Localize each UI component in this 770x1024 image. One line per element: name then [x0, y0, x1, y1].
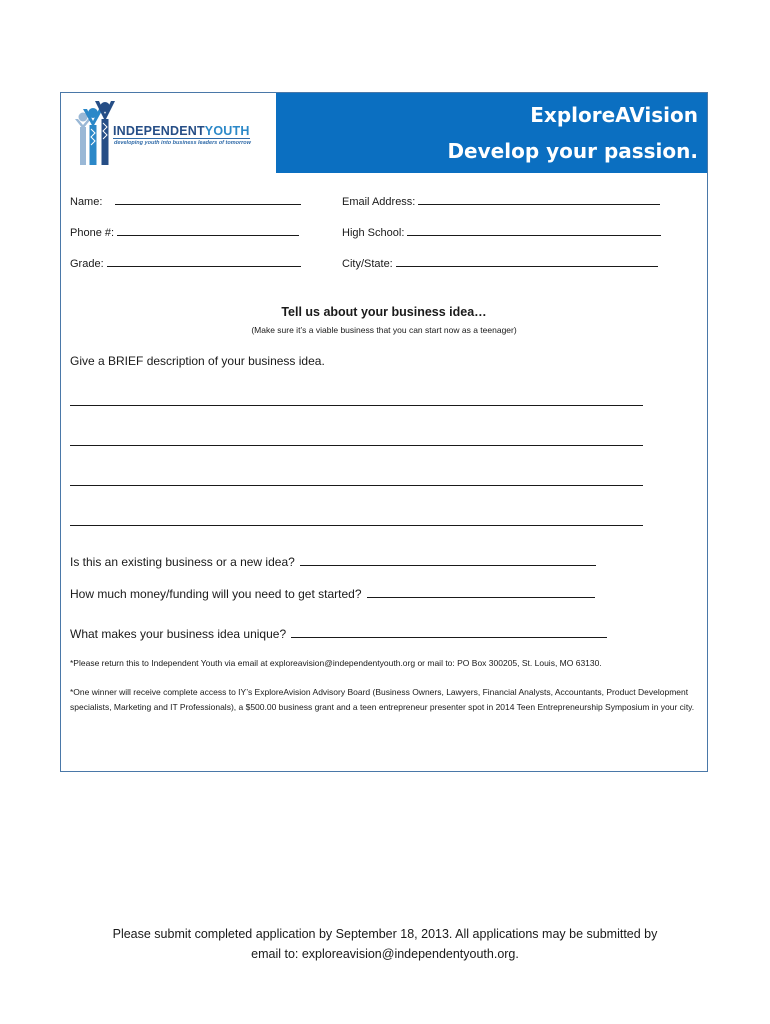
phone-label: Phone #:	[70, 227, 115, 239]
unique-question[interactable]	[70, 626, 607, 641]
description-prompt: Give a BRIEF description of your business idea.	[70, 354, 325, 368]
title-banner	[276, 93, 707, 173]
funding-question-blank[interactable]	[367, 586, 595, 598]
return-instructions: *Please return this to Independent Youth via email at exploreavision@independentyouth.org or mail to: PO Box 300205, St. Louis, MO 63130.	[70, 658, 602, 668]
logo-wordmark-light: YOUTH	[204, 124, 250, 138]
logo-wordmark	[113, 124, 250, 138]
description-line-2[interactable]	[70, 445, 643, 446]
name-blank[interactable]	[115, 194, 301, 205]
form-subtitle: Develop your passion.	[447, 139, 698, 163]
logo-divider	[113, 138, 250, 139]
email-field[interactable]	[342, 194, 660, 208]
funding-question[interactable]	[70, 586, 595, 601]
grade-field[interactable]	[70, 256, 301, 270]
submission-deadline	[60, 924, 710, 964]
unique-question-blank[interactable]	[291, 626, 607, 638]
high-school-label: High School:	[342, 227, 405, 239]
deadline-line-1: Please submit completed application by September 18, 2013. All applications may be submitted by	[112, 927, 658, 941]
logo-tagline: developing youth into business leaders of tomorrow	[114, 140, 251, 146]
description-line-1[interactable]	[70, 405, 643, 406]
existing-question-label: Is this an existing business or a new idea?	[70, 555, 295, 569]
prize-description: *One winner will receive complete access to IY’s ExploreAvision Advisory Board (Business Owners, Lawyers, Financial Analysts, Accountants, Product Development specialists, Marketing and IT Professionals), a $500.00 business grant and a teen entrepreneur presenter spot in 2014 Teen Entrepreneurship Symposium in your city.	[70, 687, 695, 712]
email-label: Email Address:	[342, 196, 416, 208]
phone-blank[interactable]	[117, 225, 299, 236]
name-field[interactable]	[70, 194, 301, 208]
form-title: ExploreAVision	[530, 103, 698, 127]
name-label: Name:	[70, 196, 103, 208]
deadline-line-2: email to: exploreavision@independentyouth.org.	[251, 947, 519, 961]
youth-figures-icon	[71, 99, 117, 169]
city-state-blank[interactable]	[396, 256, 658, 267]
phone-field[interactable]	[70, 225, 299, 239]
section-heading: Tell us about your business idea…	[281, 305, 487, 319]
existing-question-blank[interactable]	[300, 554, 596, 566]
high-school-blank[interactable]	[407, 225, 661, 236]
email-blank[interactable]	[418, 194, 660, 205]
unique-question-label: What makes your business idea unique?	[70, 627, 287, 641]
section-instruction: (Make sure it’s a viable business that you can start now as a teenager)	[251, 325, 517, 335]
description-line-3[interactable]	[70, 485, 643, 486]
application-form	[60, 92, 708, 772]
city-state-label: City/State:	[342, 258, 393, 270]
high-school-field[interactable]	[342, 225, 661, 239]
funding-question-label: How much money/funding will you need to get started?	[70, 587, 362, 601]
independent-youth-logo	[63, 95, 275, 171]
grade-blank[interactable]	[107, 256, 301, 267]
form-header	[61, 93, 707, 173]
logo-wordmark-strong: INDEPENDENT	[113, 124, 205, 138]
city-state-field[interactable]	[342, 256, 658, 270]
existing-question[interactable]	[70, 554, 596, 569]
grade-label: Grade:	[70, 258, 104, 270]
description-line-4[interactable]	[70, 525, 643, 526]
